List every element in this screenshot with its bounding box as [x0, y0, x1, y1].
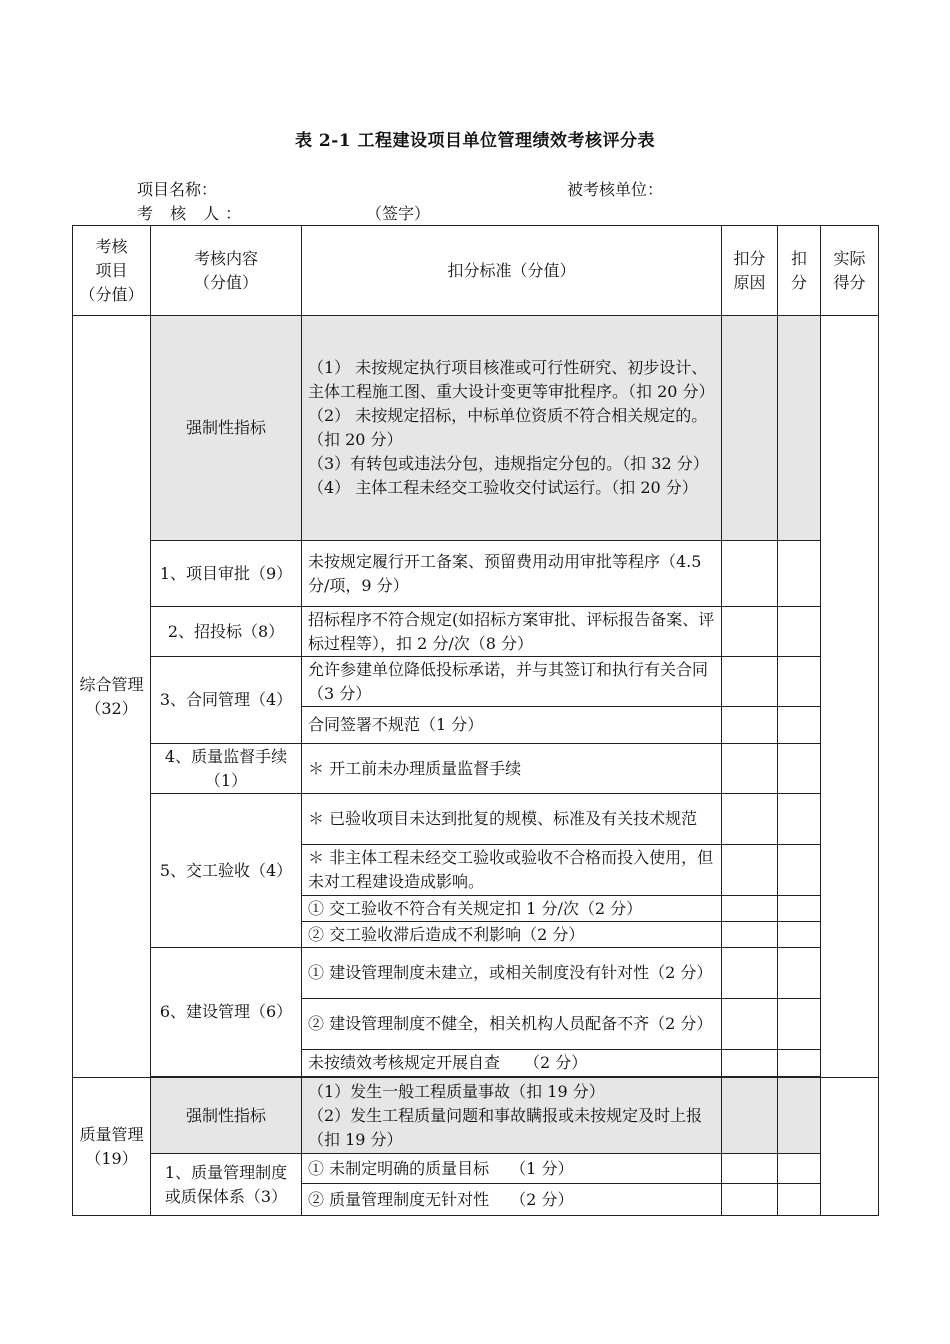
- deduct-cell[interactable]: [778, 744, 821, 794]
- header-deduct: 扣 分: [778, 226, 821, 316]
- deduct-cell[interactable]: [778, 1050, 821, 1077]
- deduct-cell[interactable]: [778, 999, 821, 1050]
- actual-score-cell[interactable]: [821, 316, 879, 1078]
- content-item: 2、招投标（8）: [151, 607, 302, 657]
- reason-cell[interactable]: [722, 541, 778, 607]
- reason-cell[interactable]: [722, 794, 778, 845]
- standard-text: ＊ 开工前未办理质量监督手续: [302, 744, 722, 794]
- standard-text: ② 质量管理制度无针对性 （2 分）: [302, 1184, 722, 1216]
- standard-text: ① 建设管理制度未建立，或相关制度没有针对性（2 分）: [302, 948, 722, 999]
- deduct-cell[interactable]: [778, 657, 821, 707]
- content-item: 6、建设管理（6）: [151, 948, 302, 1077]
- header-reason: 扣分 原因: [722, 226, 778, 316]
- table-row: [73, 607, 879, 657]
- standard-text: ① 交工验收不符合有关规定扣 1 分/次（2 分）: [302, 896, 722, 922]
- reason-cell[interactable]: [722, 1154, 778, 1184]
- reason-cell[interactable]: [722, 922, 778, 948]
- standard-text: ＊ 非主体工程未经交工验收或验收不合格而投入使用，但未对工程建设造成影响。: [302, 845, 722, 896]
- reason-cell[interactable]: [722, 845, 778, 896]
- reason-cell[interactable]: [722, 948, 778, 999]
- score-table: [72, 225, 879, 1216]
- deduct-cell[interactable]: [778, 794, 821, 845]
- content-item: 4、质量监督手续（1）: [151, 744, 302, 794]
- deduct-cell[interactable]: [778, 1184, 821, 1216]
- reason-cell[interactable]: [722, 896, 778, 922]
- deduct-cell[interactable]: [778, 316, 821, 541]
- content-item: 1、质量管理制度或质保体系（3）: [151, 1154, 302, 1216]
- standard-text: ② 建设管理制度不健全，相关机构人员配备不齐（2 分）: [302, 999, 722, 1050]
- standard-text: 招标程序不符合规定(如招标方案审批、评标报告备案、评标过程等），扣 2 分/次（8 分）: [302, 607, 722, 657]
- header-content: 考核内容 （分值）: [151, 226, 302, 316]
- reason-cell[interactable]: [722, 1078, 778, 1154]
- assessed-unit-label: 被考核单位：: [567, 180, 664, 199]
- standard-text: ＊ 已验收项目未达到批复的规模、标准及有关技术规范: [302, 794, 722, 845]
- table-row: [73, 316, 879, 541]
- content-item: 5、交工验收（4）: [151, 794, 302, 948]
- reason-cell[interactable]: [722, 744, 778, 794]
- table-row: [73, 1154, 879, 1184]
- standard-text: ② 交工验收滞后造成不利影响（2 分）: [302, 922, 722, 948]
- standard-text: 合同签署不规范（1 分）: [302, 707, 722, 744]
- page-title: 表 2-1 工程建设项目单位管理绩效考核评分表: [294, 131, 656, 151]
- header-standard: 扣分标准（分值）: [302, 226, 722, 316]
- mandatory-label: 强制性指标: [151, 316, 302, 541]
- table-row: [73, 794, 879, 845]
- header-actual: 实际 得分: [821, 226, 879, 316]
- table-row: [73, 744, 879, 794]
- table-row: [73, 1078, 879, 1154]
- standard-text: 允许参建单位降低投标承诺，并与其签订和执行有关合同（3 分）: [302, 657, 722, 707]
- deduct-cell[interactable]: [778, 896, 821, 922]
- actual-score-cell[interactable]: [821, 1078, 879, 1216]
- content-item: 3、合同管理（4）: [151, 657, 302, 744]
- reason-cell[interactable]: [722, 1184, 778, 1216]
- content-item: 1、项目审批（9）: [151, 541, 302, 607]
- standard-text: 未按绩效考核规定开展自查 （2 分）: [302, 1050, 722, 1077]
- table-row: [73, 541, 879, 607]
- deduct-cell[interactable]: [778, 948, 821, 999]
- reason-cell[interactable]: [722, 1050, 778, 1077]
- mandatory-standards: （1）发生一般工程质量事故（扣 19 分） （2）发生工程质量问题和事故瞒报或未按规定及时上报（扣 19 分）: [302, 1078, 722, 1154]
- standard-text: 未按规定履行开工备案、预留费用动用审批等程序（4.5 分/项，9 分）: [302, 541, 722, 607]
- reason-cell[interactable]: [722, 707, 778, 744]
- standard-text: ① 未制定明确的质量目标 （1 分）: [302, 1154, 722, 1184]
- sign-label: （签字）: [366, 204, 431, 223]
- deduct-cell[interactable]: [778, 922, 821, 948]
- deduct-cell[interactable]: [778, 1154, 821, 1184]
- reason-cell[interactable]: [722, 607, 778, 657]
- mandatory-standards: （1） 未按规定执行项目核准或可行性研究、初步设计、主体工程施工图、重大设计变更等审批程序。（扣 20 分） （2） 未按规定招标，中标单位资质不符合相关规定的。（扣 20 分） （3）有转包或违法分包，违规指定分包的。（扣 32 分） （4） 主体工程未经交工验收交付试运行。（扣 20 分）: [302, 316, 722, 541]
- header-item: 考核 项目 （分值）: [73, 226, 151, 316]
- table-row: [73, 948, 879, 999]
- deduct-cell[interactable]: [778, 845, 821, 896]
- deduct-cell[interactable]: [778, 707, 821, 744]
- assessor-label: 考 核 人：: [137, 204, 248, 223]
- section-name: 综合管理（32）: [73, 316, 151, 1078]
- reason-cell[interactable]: [722, 657, 778, 707]
- reason-cell[interactable]: [722, 316, 778, 541]
- deduct-cell[interactable]: [778, 1078, 821, 1154]
- table-row: [73, 657, 879, 707]
- reason-cell[interactable]: [722, 999, 778, 1050]
- table-header-row: [73, 226, 879, 316]
- project-name-label: 项目名称：: [137, 180, 218, 199]
- mandatory-label: 强制性指标: [151, 1078, 302, 1154]
- section-name: 质量管理（19）: [73, 1078, 151, 1216]
- deduct-cell[interactable]: [778, 541, 821, 607]
- deduct-cell[interactable]: [778, 607, 821, 657]
